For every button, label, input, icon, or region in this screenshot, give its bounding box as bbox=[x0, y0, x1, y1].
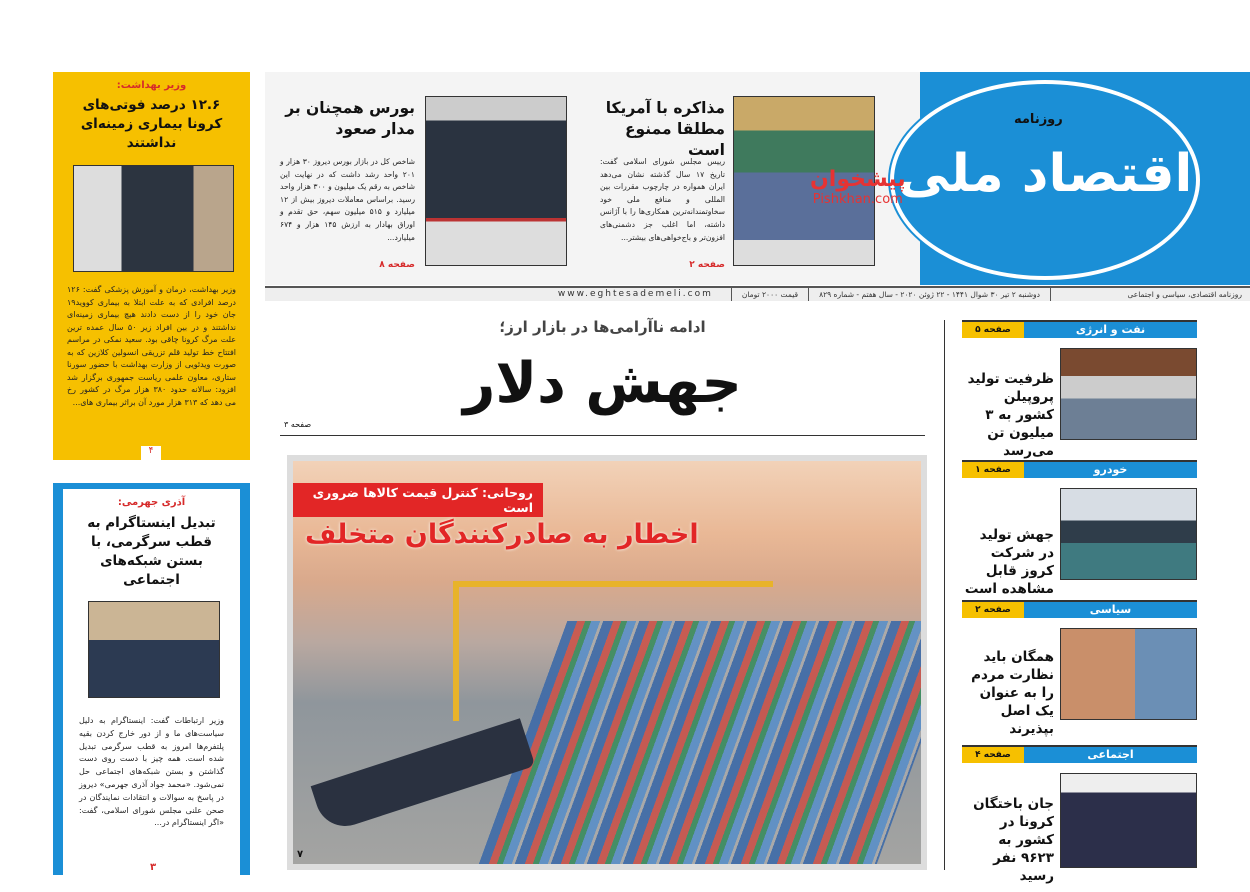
tagline: روزنامه اقتصادی، سیاسی و اجتماعی bbox=[1050, 288, 1250, 301]
box-body: وزیر ارتباطات گفت: اینستاگرام به دلیل سیاست‌های ما و از دور خارج کردن بقیه پلتفرم‌ها امروز به قطب سرگرمی تبدیل شده است. همه چیز با دست روی دست گذاشتن و بستن شبکه‌های اجتماعی حل نمی‌شود. «محمد جواد آذری جهرمی» دیروز در پاسخ به سوالات و انتقادات نمایندگان در صحن علنی مجلس شورای اسلامی، گفت: «اگر اینستاگرام در... bbox=[79, 716, 224, 828]
oil-minister-photo bbox=[1060, 348, 1197, 440]
right-section-politics[interactable] bbox=[962, 600, 1197, 737]
lead-kicker: ادامه ناآرامی‌ها در بازار ارز؛ bbox=[499, 318, 706, 336]
lead-headline[interactable]: جهش دلار bbox=[463, 351, 742, 416]
section-page[interactable]: صفحه ۵ bbox=[962, 322, 1024, 338]
section-title: جان باختگان کرونا در کشور به ۹۶۲۳ نفر رسید bbox=[973, 796, 1054, 884]
health-official-photo bbox=[1060, 773, 1197, 868]
section-page[interactable]: صفحه ۲ bbox=[962, 602, 1024, 618]
stock-exchange-photo bbox=[425, 96, 567, 266]
lead-divider bbox=[280, 435, 925, 436]
health-minister-photo bbox=[73, 165, 234, 272]
info-bar bbox=[265, 286, 1250, 301]
photo-story-page[interactable]: ۷ bbox=[297, 849, 304, 860]
logo-kicker: روزنامه bbox=[1014, 112, 1063, 127]
box-body: وزیر بهداشت، درمان و آموزش پزشکی گفت: ۱۲۶ درصد افرادی که به علت ابتلا به بیماری کووید۱۹ جان خود را از دست دادند هیچ بیماری زمینه‌ای نداشتند و در بین افراد زیر ۵۰ سال عمده ترین علت مرگ کرونا چاقی بود. سعید نمکی در مراسم افتتاح خط تولید قلم تزریقی انسولین کلازین که به صورت ویدئویی از وزارت بهداشت با حضور سورنا ستاری، معاون علمی ریاست جمهوری برگزار شد افزود: سالانه حدود ۳۸۰ هزار مرگ در کشور رخ می دهد که ۳۱۳ هزار مورد آن براثر بیماری های... bbox=[67, 285, 237, 407]
section-label: سیاسی bbox=[1089, 603, 1132, 616]
watermark-en: Pishkhan.com bbox=[812, 192, 903, 207]
section-page[interactable]: صفحه ۱ bbox=[962, 462, 1024, 478]
section-page[interactable]: صفحه ۴ bbox=[962, 747, 1024, 763]
cranes bbox=[453, 581, 773, 721]
top-story-title[interactable]: بورس همچنان بر مدار صعود bbox=[285, 99, 415, 138]
section-title: همگان باید نظارت مردم را به عنوان یک اصل بپذیرند bbox=[971, 649, 1054, 737]
port-photo[interactable] bbox=[287, 455, 927, 870]
section-title: جهش تولید در شرکت کروز قابل مشاهده است bbox=[964, 527, 1054, 597]
issue-date: دوشنبه ۲ تیر ۳۰ شوال ۱۴۴۱ - ۲۲ ژوئن ۲۰۲۰ - سال هفتم - شماره ۸۲۹ bbox=[808, 288, 1050, 301]
box-kicker: آذری جهرمی: bbox=[117, 497, 186, 508]
top-story-page[interactable]: صفحه ۲ bbox=[689, 260, 725, 270]
health-minister-box[interactable] bbox=[53, 72, 250, 460]
website-link[interactable]: www.eghtesademeli.com bbox=[557, 289, 713, 299]
box-page[interactable]: ۳ bbox=[149, 862, 157, 873]
box-title: تبدیل اینستاگرام به قطب سرگرمی، با بستن شبکه‌های اجتماعی bbox=[87, 515, 216, 588]
watermark-fa: پیشخوان bbox=[810, 167, 906, 192]
top-story-body: شاخص کل در بازار بورس دیروز ۳۰ هزار و ۲۰۱ واحد رشد داشت که در نهایت این شاخص به رقم یک میلیون و ۳۰۰ هزار واحد رسید. براساس معاملات دیروز بیش از ۱۲ میلیارد و ۵۱۵ میلیون سهم، حق تقدم و اوراق بهادار به ارزش ۱۴۵ هزار و ۶۷۴ میلیارد... bbox=[280, 157, 416, 242]
logo-text: اقتصاد ملی bbox=[897, 144, 1193, 204]
lead-page[interactable]: صفحه ۳ bbox=[284, 420, 312, 429]
photo-story-kicker: روحانی: کنترل قیمت کالاها ضروری است bbox=[293, 483, 543, 517]
box-kicker: وزیر بهداشت: bbox=[116, 80, 187, 91]
right-section-auto[interactable] bbox=[962, 460, 1197, 597]
section-label: خودرو bbox=[1093, 463, 1128, 476]
top-story-page[interactable]: صفحه ۸ bbox=[379, 260, 415, 270]
ict-minister-box[interactable] bbox=[53, 483, 250, 875]
column-divider bbox=[944, 320, 945, 870]
top-story-body: رییس مجلس شورای اسلامی گفت: تاریخ ۱۷ سال گذشته نشان می‌دهد ایران همواره در چارچوب مقررات بین المللی و منافع ملی خود سخاوتمندانه‌ترین همکاری‌ها را با آژانس داشته، اما اغلب جز دشمنی‌های افزون‌تر و باج‌خواهی‌های بیشتر... bbox=[600, 157, 725, 242]
section-label: اجتماعی bbox=[1087, 748, 1134, 761]
judiciary-chief-photo bbox=[1060, 628, 1197, 720]
section-label: نفت و انرژی bbox=[1075, 323, 1146, 336]
top-story-title[interactable]: مذاکره با آمریکا مطلقا ممنوع است bbox=[605, 99, 725, 159]
masthead bbox=[265, 72, 1250, 285]
right-section-social[interactable] bbox=[962, 745, 1197, 884]
section-title: ظرفیت تولید پروپیلن کشور به ۳ میلیون تن می‌رسد bbox=[967, 371, 1054, 459]
box-page[interactable]: ۴ bbox=[141, 446, 161, 460]
photo-story-headline[interactable]: اخطار به صادرکنندگان متخلف bbox=[305, 519, 699, 550]
box-title: ۱۲.۶ درصد فوتی‌های کرونا بیماری زمینه‌ای نداشتند bbox=[80, 97, 223, 151]
logo bbox=[890, 80, 1200, 280]
watermark bbox=[810, 167, 906, 207]
ict-minister-photo bbox=[88, 601, 220, 698]
price: قیمت ۲۰۰۰ تومان bbox=[731, 288, 808, 301]
right-section-energy[interactable] bbox=[962, 320, 1197, 459]
car-factory-photo bbox=[1060, 488, 1197, 580]
